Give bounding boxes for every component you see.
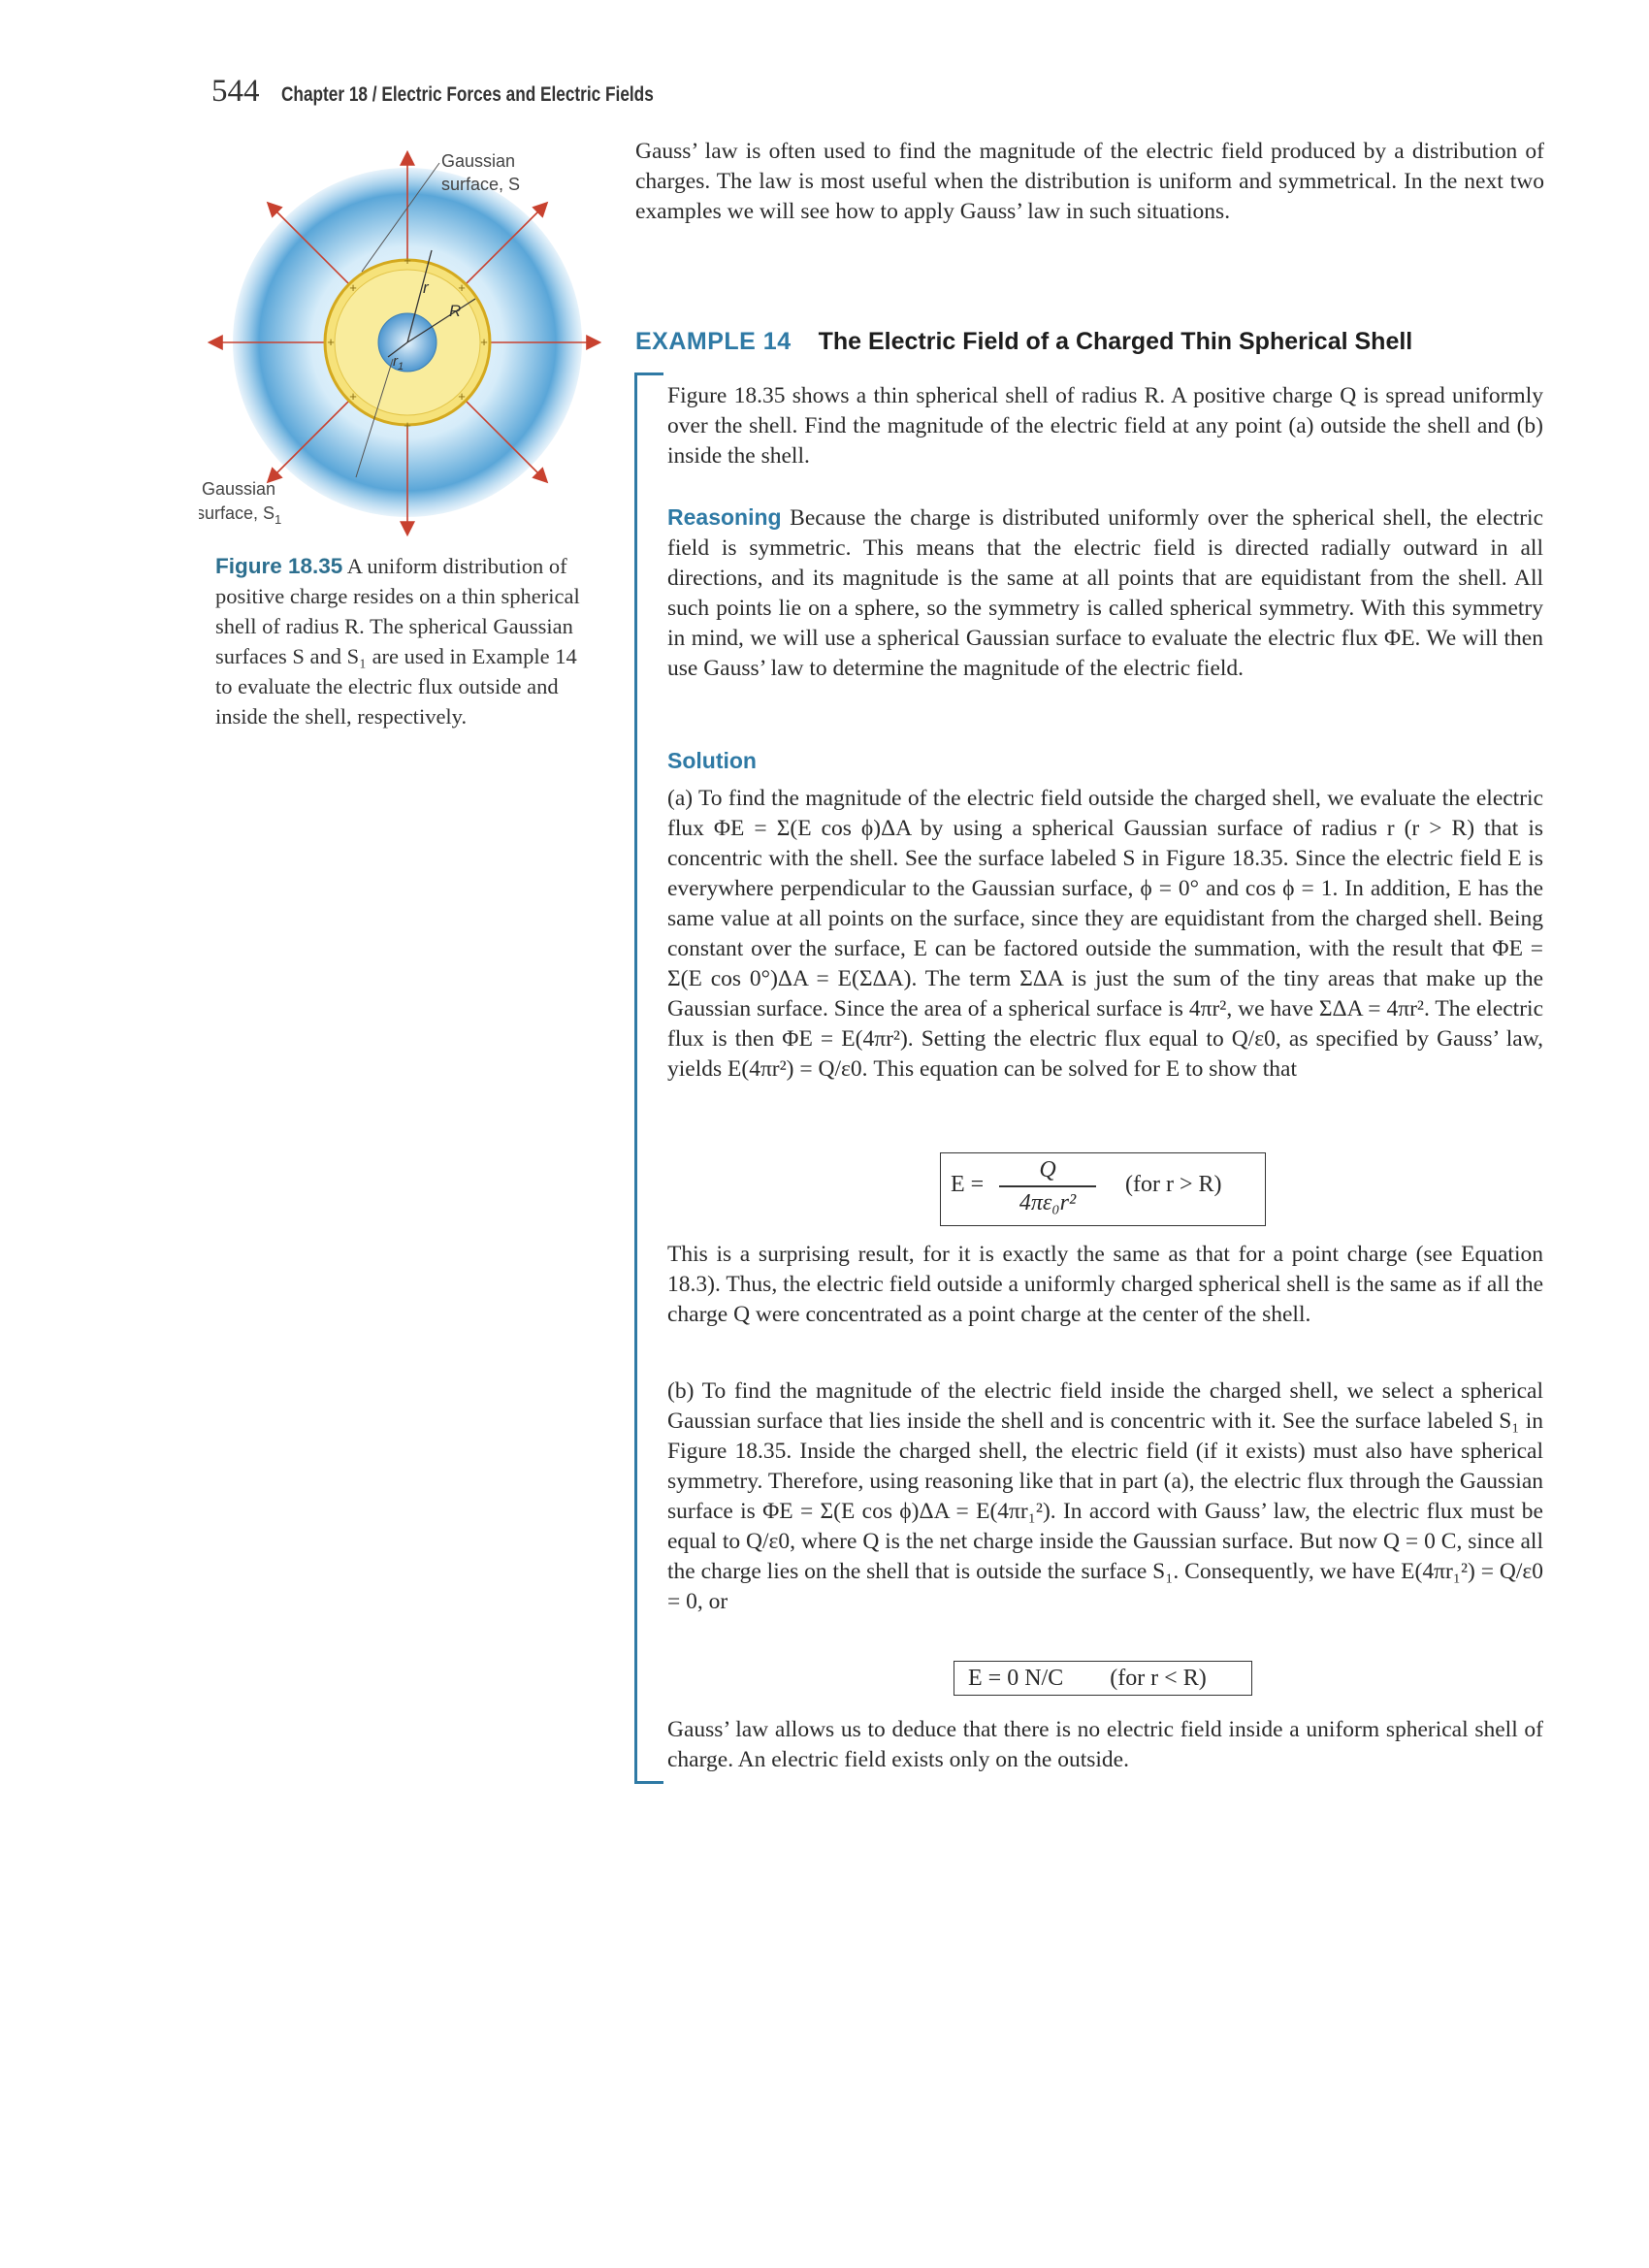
part-b-paragraph: (b) To find the magnitude of the electric field inside the charged shell, we select a spherical Gaussian surface that lies inside the shell and is concentric with it. See the surface labeled S₁ in Figure 18.35. Inside the charged shell, the electric field (if it exists) must also have spherical symmetry. Therefore, using reasoning like that in part (a), the electric flux through the Gaussian surface is ΦE = Σ(E cos ϕ)ΔA = E(4πr₁²). In accord with Gauss’ law, the electric flux must be equal to Q/ε0, where Q is the net charge inside the Gaussian surface. But now Q = 0 C, since all the charge lies on the shell that is outside the surface S₁. Consequently, we have E(4πr₁²) = Q/ε0 = 0, or	[667, 1378, 1543, 1614]
eq1-condition: (for r > R)	[1125, 1172, 1222, 1197]
page-number: 544	[211, 74, 260, 109]
example-heading	[635, 328, 1412, 356]
reasoning-text: Because the charge is distributed uniformly over the spherical shell, the electric field is symmetric. This means that the electric field is directed radially outward in all directions, and its magnitude is the same at all points that are equidistant from the shell. All such points lie on a sphere, so the symmetry is called spherical symmetry. With this symmetry in mind, we will use a spherical Gaussian surface to evaluate the electric flux ΦE. We will then use Gauss’ law to determine the magnitude of the electric field.	[667, 505, 1544, 681]
svg-text:+: +	[458, 280, 466, 295]
svg-text:+: +	[404, 253, 411, 268]
label-r1-sub: 1	[398, 361, 404, 373]
figure-18-35	[199, 136, 611, 543]
intro-paragraph: Gauss’ law is often used to find the magnitude of the electric field produced by a distribution of charges. The law is most useful when the distribution is uniform and symmetrical. In the next two examples we will see how to apply Gauss’ law in such situations.	[635, 139, 1544, 224]
reasoning-label: Reasoning	[667, 504, 782, 530]
solution-label: Solution	[667, 748, 757, 773]
page-header	[211, 74, 735, 110]
equation-inside-field	[954, 1661, 1252, 1696]
svg-text:+: +	[349, 280, 357, 295]
chapter-title: Chapter 18 / Electric Forces and Electric Fields	[280, 83, 654, 106]
svg-text:+: +	[349, 389, 357, 404]
example-label: EXAMPLE 14	[635, 328, 792, 355]
eq1-numerator: Q	[1039, 1157, 1056, 1183]
conclusion-paragraph: Gauss’ law allows us to deduce that there is no electric field inside a uniform spherical shell of charge. An electric field exists only on the outside.	[667, 1717, 1543, 1772]
eq2-expr: E = 0 N/C	[968, 1665, 1064, 1691]
eq1-lhs: E =	[951, 1172, 985, 1197]
label-r: r	[423, 278, 429, 297]
problem-statement: Figure 18.35 shows a thin spherical shell of radius R. A positive charge Q is spread uniformly over the shell. Find the magnitude of the electric field at any point (a) outside the shell and (b) inside the shell.	[667, 383, 1543, 469]
eq1-denominator: 4πε₀r²	[1018, 1190, 1077, 1215]
svg-text:+: +	[458, 389, 466, 404]
label-gaussian-s-2: surface, S	[441, 175, 521, 194]
svg-text:+: +	[404, 418, 411, 433]
figure-caption	[215, 551, 598, 731]
caption-label: Figure 18.35	[215, 554, 343, 578]
label-gaussian-s-1: Gaussian	[441, 151, 516, 171]
part-a-paragraph: (a) To find the magnitude of the electric field outside the charged shell, we evaluate the electric flux ΦE = Σ(E cos ϕ)ΔA by using a spherical Gaussian surface of radius r (r > R) that is concentric with the shell. See the surface labeled S in Figure 18.35. Since the electric field E is everywhere perpendicular to the Gaussian surface, ϕ = 0° and cos ϕ = 1. In addition, E has the same value at all points on the surface, since they are equidistant from the charged shell. Being constant over the surface, E can be factored outside the summation, with the result that ΦE = Σ(E cos 0°)ΔA = E(ΣΔA). The term ΣΔA is just the sum of the tiny areas that make up the Gaussian surface. Since the area of a spherical surface is 4πr², we have ΣΔA = 4πr². The electric flux is then ΦE = E(4πr²). Setting the electric flux equal to Q/ε0, as specified by Gauss’ law, yields E(4πr²) = Q/ε0. This equation can be solved for E to show that	[667, 786, 1543, 1082]
label-r1: r	[393, 353, 398, 370]
svg-text:+: +	[480, 335, 488, 349]
part-a-conclusion: This is a surprising result, for it is exactly the same as that for a point charge (see Equation 18.3). Thus, the electric field outside a uniformly charged spherical shell is the same as if all the charge Q were concentrated as a point charge at the center of the shell.	[667, 1242, 1543, 1327]
example-sidebar-rule	[634, 373, 637, 1784]
reasoning-paragraph	[667, 502, 1543, 684]
label-gaussian-s1-sub: 1	[275, 512, 282, 527]
label-gaussian-s1-2: surface, S	[199, 503, 275, 523]
eq2-condition: (for r < R)	[1110, 1665, 1207, 1691]
label-gaussian-s1-1: Gaussian	[202, 479, 276, 499]
svg-text:+: +	[327, 335, 335, 349]
label-R: R	[449, 302, 462, 320]
svg-text:surface, S1	[199, 503, 281, 527]
caption-text: A uniform distribution of positive charge resides on a thin spherical shell of radius R. The spherical Gaussian surfaces S and S₁ are used in Example 14 to evaluate the electric flux outside and inside the shell, respectively.	[215, 554, 580, 729]
gaussian-surfaces-diagram	[199, 136, 611, 543]
example-title: The Electric Field of a Charged Thin Spherical Shell	[818, 328, 1413, 355]
equation-outside-field	[940, 1152, 1266, 1226]
